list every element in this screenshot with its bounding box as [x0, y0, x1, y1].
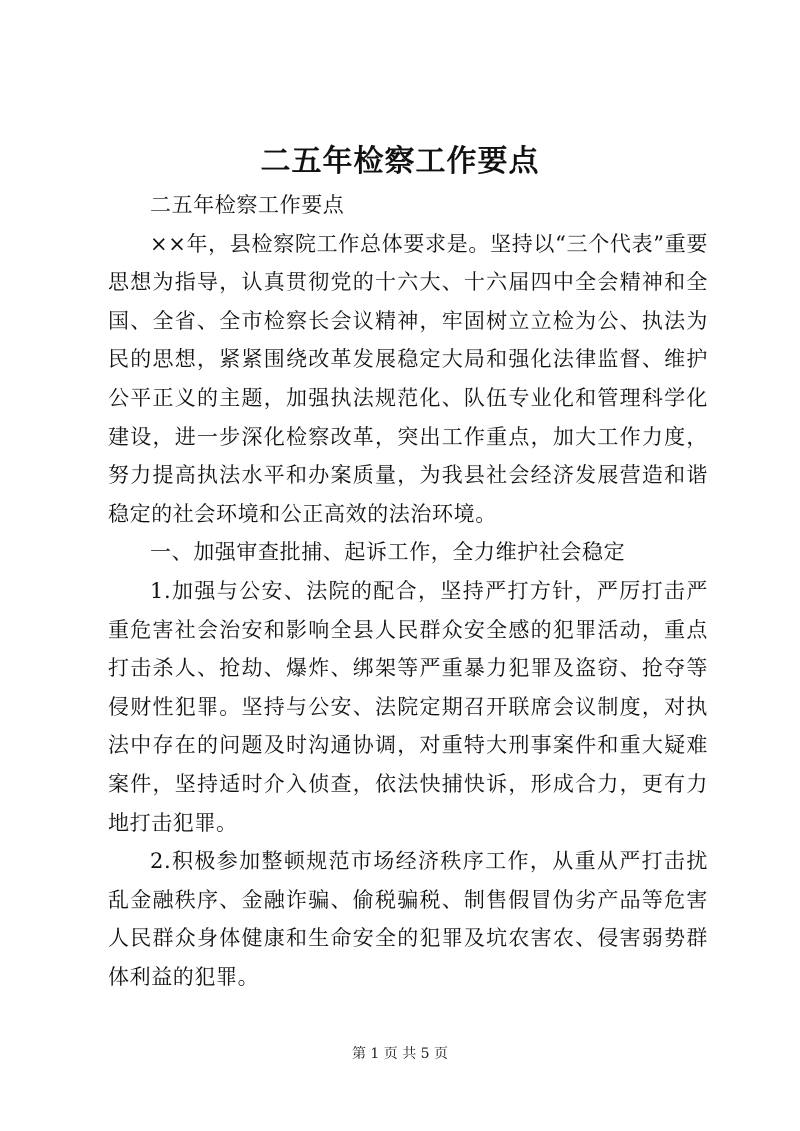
document-body — [108, 186, 708, 996]
item-paragraph-2: 2.积极参加整顿规范市场经济秩序工作，从重从严打击扰乱金融秩序、金融诈骗、偷税骗税、制售假冒伪劣产品等危害人民群众身体健康和生命安全的犯罪及坑农害农、侵害弱势群体利益的犯罪。 — [108, 849, 708, 989]
page-title: 二五年检察工作要点 — [260, 144, 540, 179]
page-number-footer: 第 1 页 共 5 页 — [351, 1046, 449, 1062]
subtitle-paragraph: 二五年检察工作要点 — [150, 193, 345, 217]
section-heading-1: 一、加强审查批捕、起诉工作，全力维护社会稳定 — [150, 540, 626, 565]
overview-paragraph: ××年，县检察院工作总体要求是。坚持以“三个代表”重要思想为指导，认真贯彻党的十六大、十六届四中全会精神和全国、全省、全市检察长会议精神，牢固树立立检为公、执法为民的思想，紧紧围绕改革发展稳定大局和强化法律监督、维护公平正义的主题，加强执法规范化、队伍专业化和管理科学化建设，进一步深化检察改革，突出工作重点，加大工作力度，努力提高执法水平和办案质量，为我县社会经济发展营造和谐稳定的社会环境和公正高效的法治环境。 — [108, 231, 708, 526]
item-paragraph-1: 1.加强与公安、法院的配合，坚持严打方针，严厉打击严重危害社会治安和影响全县人民群众安全感的犯罪活动，重点打击杀人、抢劫、爆炸、绑架等严重暴力犯罪及盗窃、抢夺等侵财性犯罪。坚持与公安、法院定期召开联席会议制度，对执法中存在的问题及时沟通协调，对重特大刑事案件和重大疑难案件，坚持适时介入侦查，依法快捕快诉，形成合力，更有力地打击犯罪。 — [108, 578, 708, 835]
